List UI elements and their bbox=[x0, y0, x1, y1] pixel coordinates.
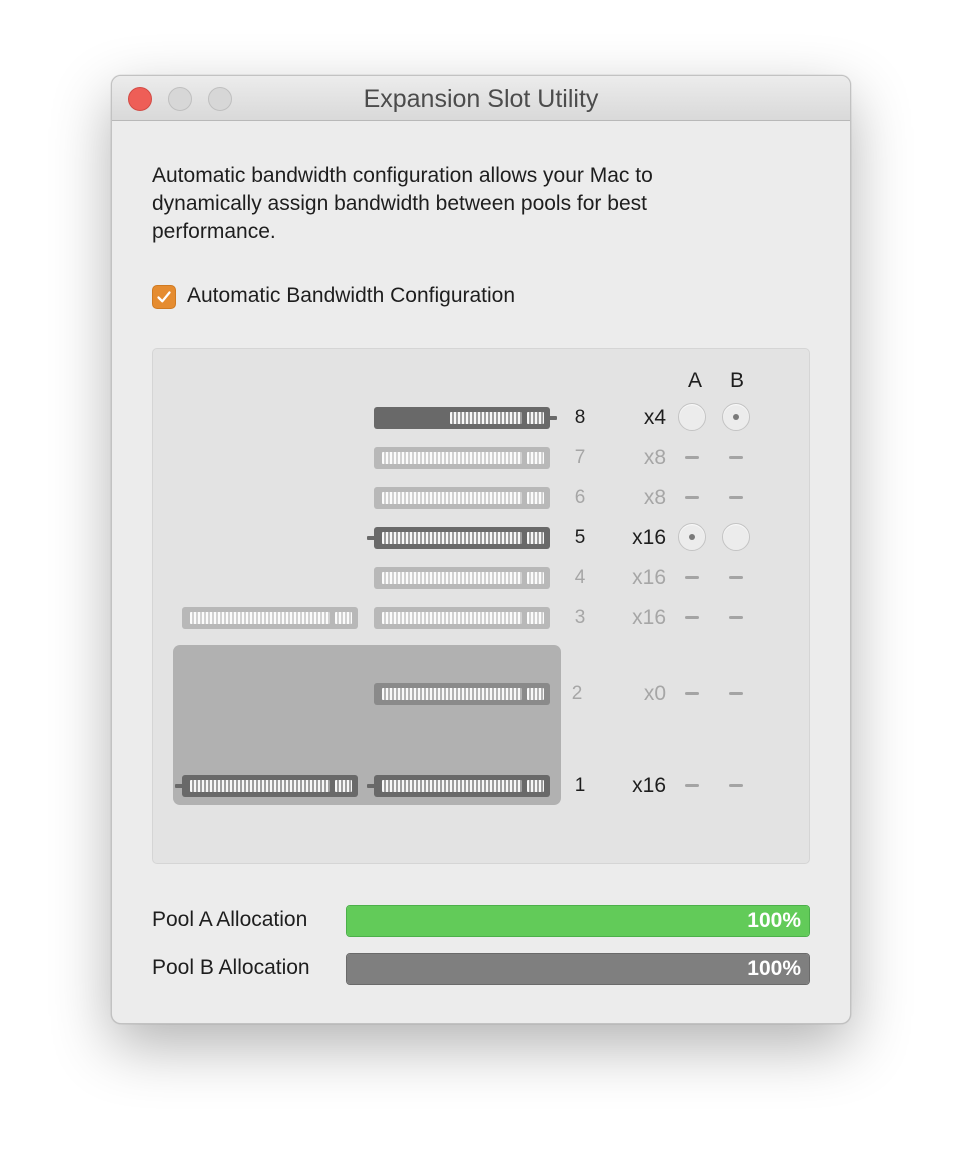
slot-5-card bbox=[374, 527, 550, 549]
title-bar bbox=[112, 76, 850, 121]
column-header-b: B bbox=[729, 369, 744, 392]
slot-lanes: x4 bbox=[643, 406, 666, 429]
slot-lanes: x16 bbox=[632, 526, 666, 549]
auto-config-checkbox[interactable] bbox=[152, 285, 176, 309]
slot-7-pool-b-dash bbox=[729, 456, 743, 459]
window-title: Expansion Slot Utility bbox=[363, 85, 599, 113]
checkmark-icon bbox=[156, 289, 172, 305]
slot-number: 3 bbox=[574, 607, 586, 628]
slot-lanes: x16 bbox=[632, 774, 666, 797]
slot-5-pool-b-radio[interactable] bbox=[722, 523, 750, 551]
slot-1-pool-a-dash bbox=[685, 784, 699, 787]
slot-1-card bbox=[374, 775, 550, 797]
pool-a-allocation-percent: 100% bbox=[747, 909, 801, 932]
slot-number: 6 bbox=[574, 487, 586, 508]
slot-number: 7 bbox=[574, 447, 586, 468]
pool-b-allocation-fill bbox=[347, 954, 809, 984]
pool-b-allocation-label: Pool B Allocation bbox=[152, 956, 310, 979]
slot-diagram-panel bbox=[152, 348, 810, 864]
auto-config-label: Automatic Bandwidth Configuration bbox=[187, 284, 516, 307]
slot-8-card bbox=[374, 407, 550, 429]
slot-4-card bbox=[374, 567, 550, 589]
pool-a-allocation-bar bbox=[346, 905, 810, 937]
slot-3-pool-a-dash bbox=[685, 616, 699, 619]
slot-1-card-left bbox=[182, 775, 358, 797]
description-text: Automatic bandwidth configuration allows your Mac to dynamically assign bandwidth between pools for best performance. bbox=[152, 164, 653, 243]
slot-number: 8 bbox=[574, 407, 586, 428]
expansion-slot-utility-window bbox=[111, 75, 851, 1024]
slot-3-pool-b-dash bbox=[729, 616, 743, 619]
slot-lanes: x8 bbox=[643, 486, 666, 509]
slot-lanes: x0 bbox=[643, 682, 666, 705]
slot-number: 2 bbox=[571, 683, 583, 704]
slot-8-pool-b-radio[interactable] bbox=[722, 403, 750, 431]
pool-a-allocation-fill bbox=[347, 906, 809, 936]
slot-4-pool-a-dash bbox=[685, 576, 699, 579]
slot-7-card bbox=[374, 447, 550, 469]
slot-6-pool-b-dash bbox=[729, 496, 743, 499]
slot-8-pool-a-radio[interactable] bbox=[678, 403, 706, 431]
column-header-a: A bbox=[687, 369, 702, 392]
slot-2-pool-b-dash bbox=[729, 692, 743, 695]
slot-number: 4 bbox=[574, 567, 586, 588]
slot-5-pool-a-radio[interactable] bbox=[678, 523, 706, 551]
pool-a-allocation-label: Pool A Allocation bbox=[152, 908, 308, 931]
slot-2-pool-a-dash bbox=[685, 692, 699, 695]
slot-lanes: x16 bbox=[632, 606, 666, 629]
pool-b-allocation-bar bbox=[346, 953, 810, 985]
slot-number: 1 bbox=[574, 775, 586, 796]
slot-3-card-left bbox=[182, 607, 358, 629]
slot-lanes: x8 bbox=[643, 446, 666, 469]
slot-6-pool-a-dash bbox=[685, 496, 699, 499]
slot-1-pool-b-dash bbox=[729, 784, 743, 787]
slot-3-card bbox=[374, 607, 550, 629]
slot-lanes: x16 bbox=[632, 566, 666, 589]
slot-2-card bbox=[374, 683, 550, 705]
pool-b-allocation-percent: 100% bbox=[747, 957, 801, 980]
slot-7-pool-a-dash bbox=[685, 456, 699, 459]
slot-number: 5 bbox=[574, 527, 586, 548]
slot-4-pool-b-dash bbox=[729, 576, 743, 579]
slot-6-card bbox=[374, 487, 550, 509]
